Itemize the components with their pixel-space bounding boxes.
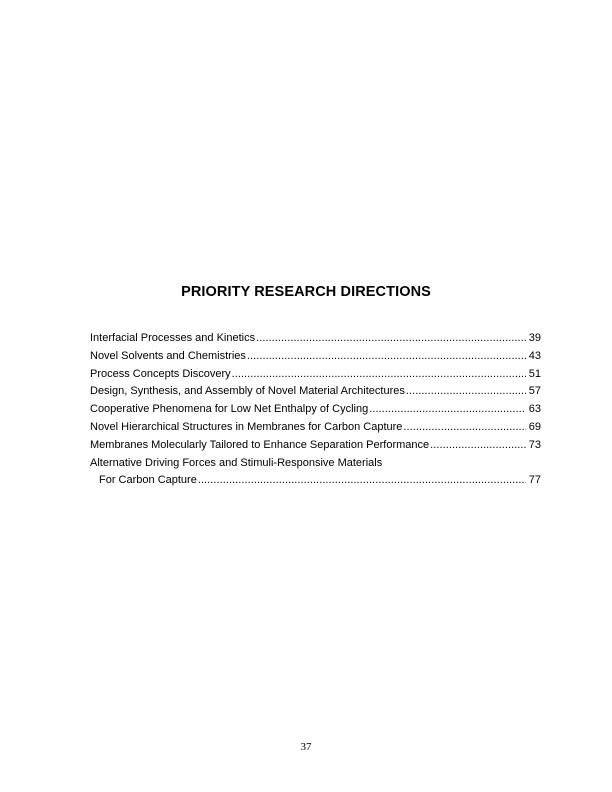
toc-entry-title: Alternative Driving Forces and Stimuli-Responsive Materials: [90, 456, 383, 469]
toc-entry-page: 51: [528, 367, 541, 380]
toc-dot-leader: [232, 366, 526, 384]
toc-entry-page: 77: [528, 474, 541, 487]
toc-dot-leader: [403, 419, 525, 437]
toc-entry-page: 43: [528, 349, 541, 362]
toc-entry-page: 69: [528, 420, 541, 433]
page-number: 37: [300, 741, 312, 753]
toc-dot-leader: [247, 348, 526, 366]
toc-entry: [90, 401, 541, 419]
toc-entry-title: Membranes Molecularly Tailored to Enhance Separation Performance: [90, 438, 430, 451]
toc-entry-page: 39: [528, 332, 541, 344]
toc-entry: [90, 348, 541, 366]
toc-entry: [90, 366, 541, 384]
toc-entry-page: 63: [528, 403, 541, 416]
toc-entry-first-line: [90, 455, 541, 473]
toc-entry-title: Cooperative Phenomena for Low Net Enthalpy of Cycling: [90, 403, 369, 416]
toc-entry-title: Interfacial Processes and Kinetics: [90, 332, 256, 344]
toc-dot-leader: [256, 330, 526, 348]
toc-entry-title: Novel Hierarchical Structures in Membranes for Carbon Capture: [90, 420, 403, 433]
toc-entry: [90, 437, 541, 455]
toc-entry-title: Design, Synthesis, and Assembly of Novel Material Architectures: [90, 385, 405, 398]
toc-entry-page: 57: [528, 385, 541, 398]
toc-dot-leader: [369, 401, 526, 419]
toc-entry: [90, 383, 541, 401]
toc-entry-continuation: [90, 472, 541, 490]
toc-entry: [90, 330, 541, 348]
toc-dot-leader: [198, 472, 526, 490]
table-of-contents: [90, 330, 541, 490]
toc-dot-leader: [406, 383, 526, 401]
toc-entry: [90, 419, 541, 437]
toc-entry-page: 73: [528, 438, 541, 451]
page-title: PRIORITY RESEARCH DIRECTIONS: [181, 284, 431, 300]
toc-entry-title: Process Concepts Discovery: [90, 367, 231, 380]
toc-dot-leader: [430, 437, 526, 455]
toc-entry-title-continuation: For Carbon Capture: [99, 474, 197, 487]
toc-entry-title: Novel Solvents and Chemistries: [90, 349, 246, 362]
